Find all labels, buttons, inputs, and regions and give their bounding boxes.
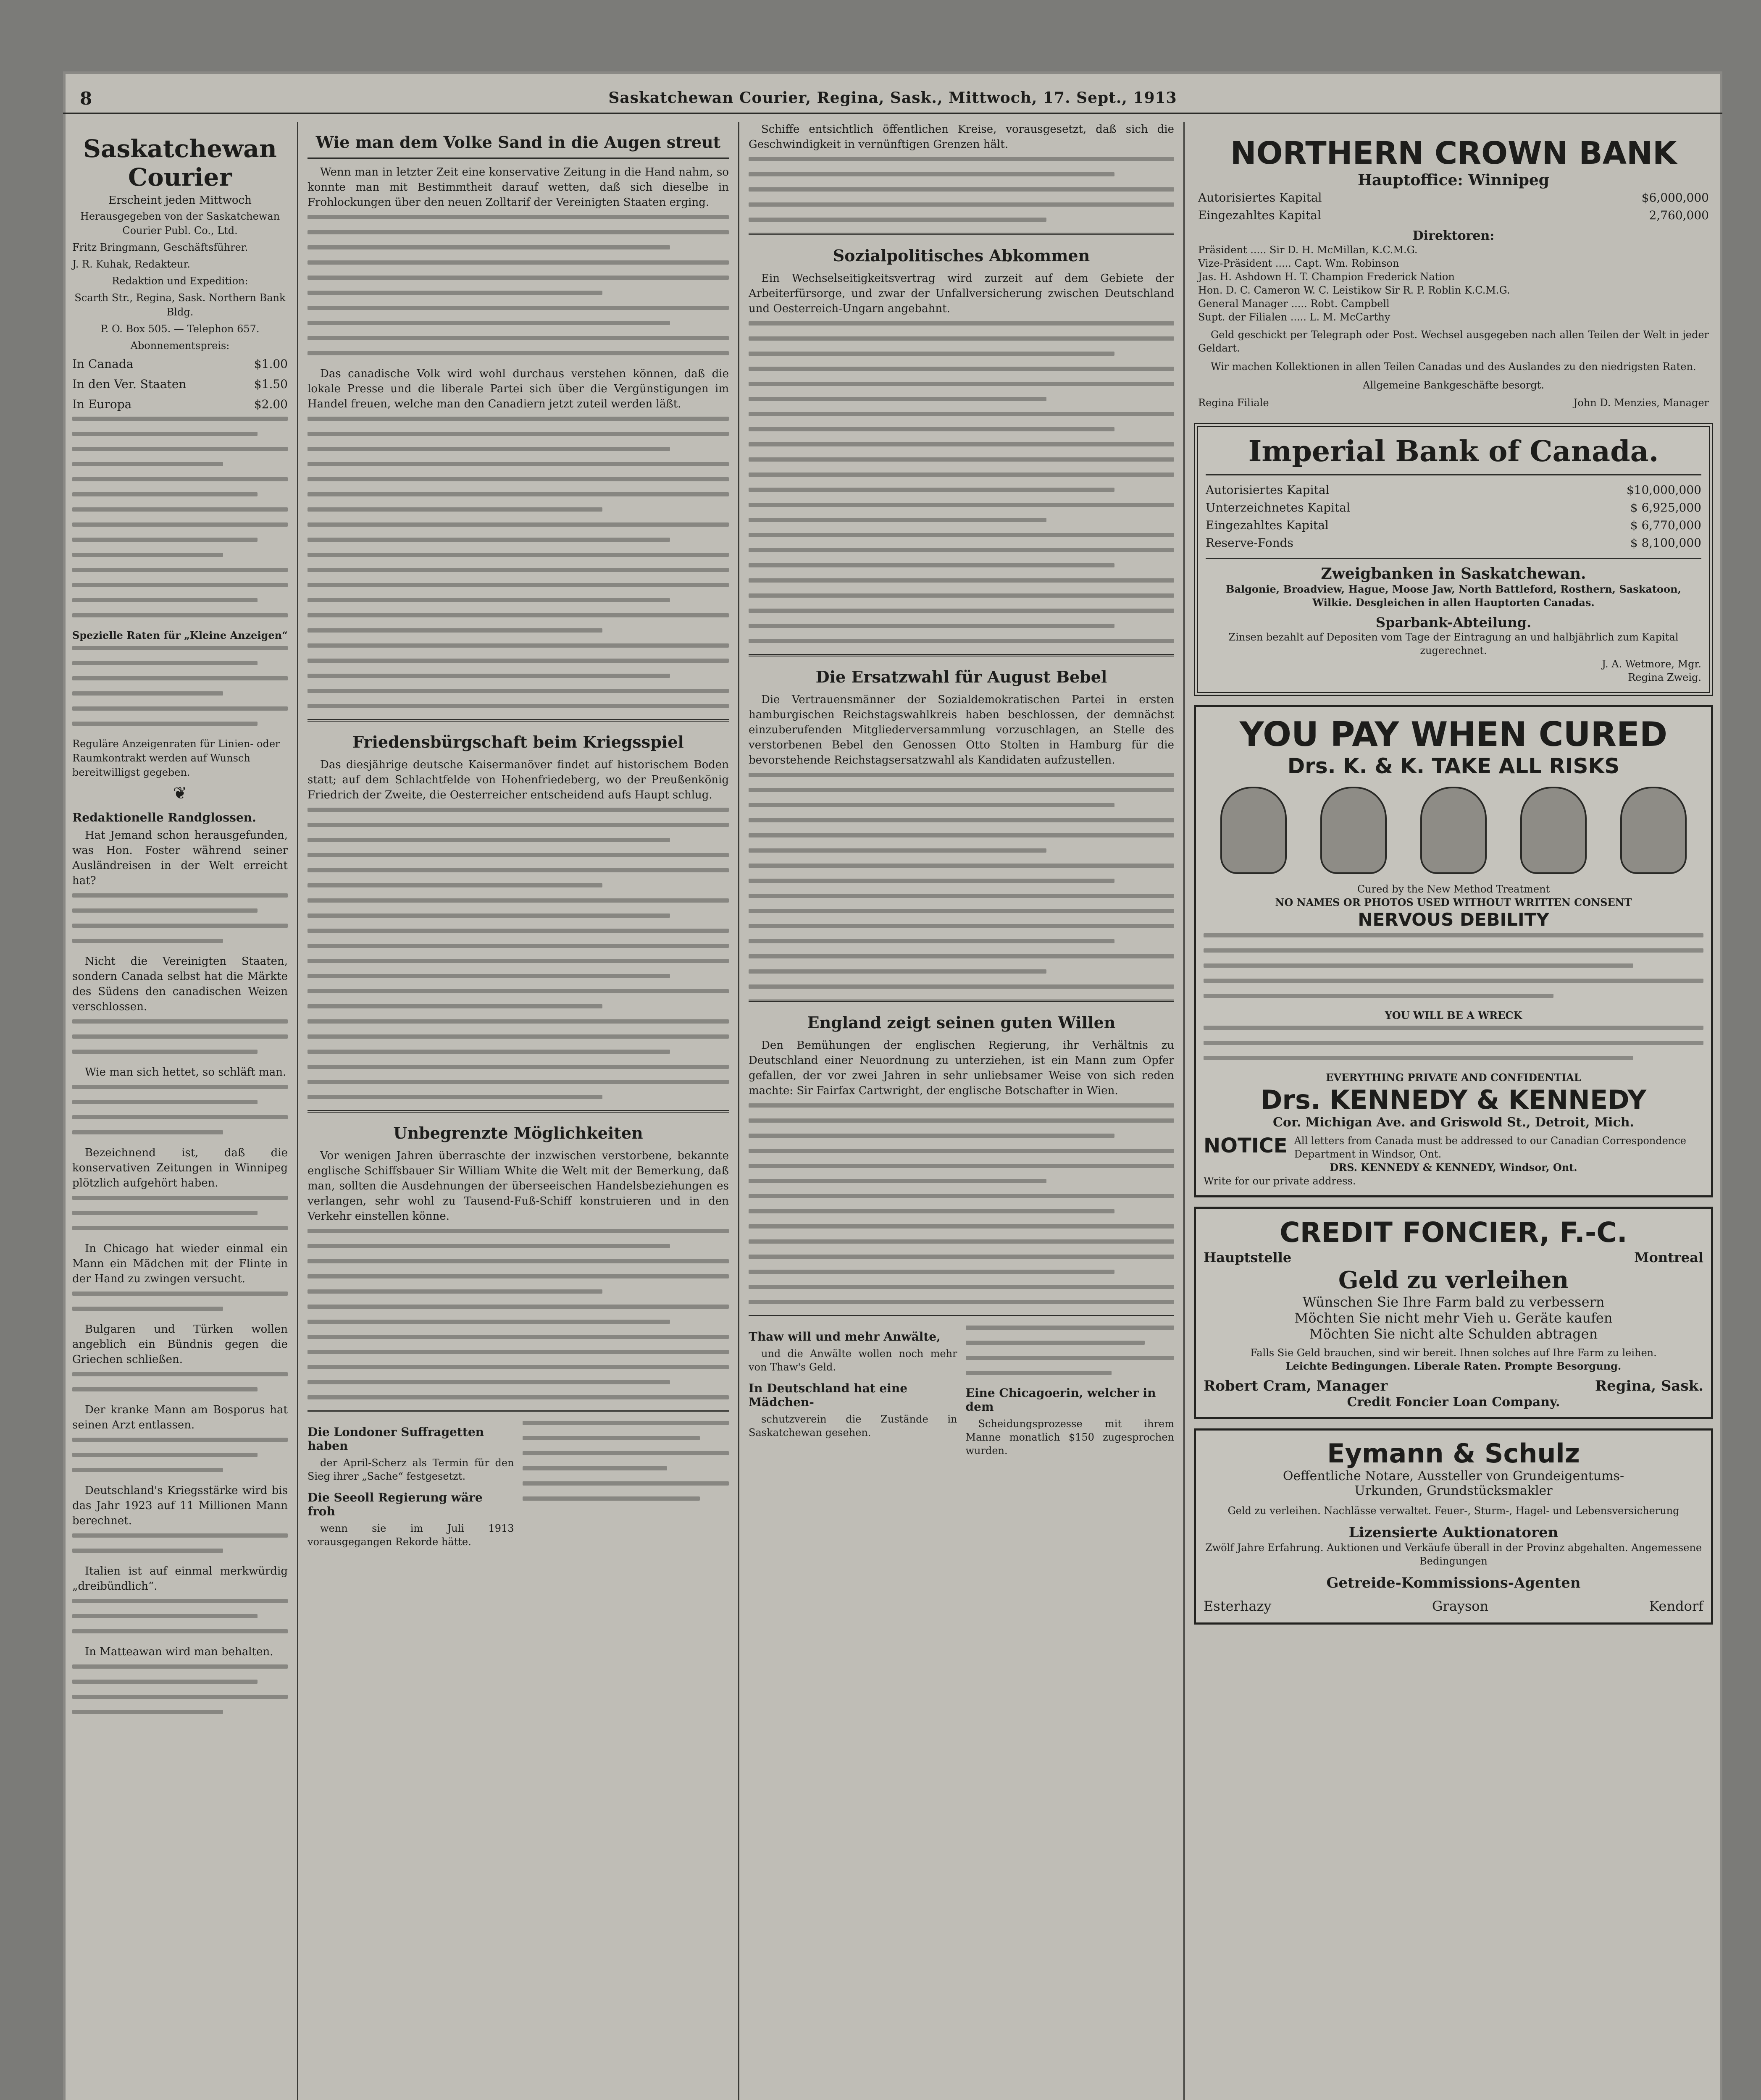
article-paragraph: Schiffe entsichtlich öffentlichen Kreise, vorausgesetzt, daß sich die Geschwindigkeit in vernünftigen Grenzen hält.: [749, 123, 1174, 151]
masthead-publisher: Herausgegeben von der Saskatchewan Courier Publ. Co., Ltd.: [80, 210, 280, 236]
brief-title: Thaw will und mehr Anwälte,: [749, 1330, 941, 1344]
subscription-row: In den Ver. Staaten $1.50: [72, 377, 288, 391]
office-address: Scarth Str., Regina, Sask. Northern Bank Bldg.: [74, 292, 286, 318]
kennedy-address: Cor. Michigan Ave. and Griswold St., Detroit, Mich.: [1273, 1115, 1634, 1130]
eymann-auction-text: Zwölf Jahre Erfahrung. Auktionen und Verkäufe überall in der Provinz abgehalten. Angemessene Bedingungen: [1205, 1542, 1702, 1567]
brief-title: Eine Chicagoerin, welcher in dem: [965, 1386, 1156, 1414]
northern-crown-bank-ad: [1194, 131, 1713, 414]
portrait: [1220, 787, 1287, 874]
bank-name: Imperial Bank of Canada.: [1248, 435, 1659, 468]
branch-manager: John D. Menzies, Manager: [1573, 397, 1709, 409]
branch-supt: Supt. der Filialen ..... L. M. McCarthy: [1198, 311, 1390, 323]
article-lead: Vor wenigen Jahren überraschte der inzwischen verstorbene, bekannte englische Schiffsbauer Sir William White die Welt mit der Bemerkung, daß man, sollten die Ausdehnungen der überseeischen Handelsbeziehungen es verlangen, sehr wohl zu Tausend-Fuß-Schiff konstruieren und in den Verkehr einstellen könne.: [308, 1150, 729, 1223]
text-block: [72, 646, 288, 726]
article-lead: Das diesjährige deutsche Kaisermanöver findet auf historischem Boden statt; auf dem Schlachtfelde von Hohenfriedeberg, wo der Preußenkönig Friedrich der Zweite, die Oesterreicher entscheidend aufs Haupt schlug.: [308, 759, 729, 801]
credit-slogan: Geld zu verleihen: [1338, 1266, 1569, 1294]
consent-banner: NO NAMES OR PHOTOS USED WITHOUT WRITTEN CONSENT: [1275, 896, 1632, 908]
gloss-item: Der kranke Mann am Bosporus hat seinen Arzt entlassen.: [72, 1404, 288, 1431]
brief-text: der April-Scherz als Termin für den Sieg ihrer „Sache“ festgesetzt.: [308, 1457, 514, 1482]
text-block: [749, 321, 1174, 643]
brief-text: Scheidungsprozesse mit ihrem Manne monatlich $150 zugesprochen wurden.: [965, 1418, 1174, 1457]
headline: Die Ersatzwahl für August Bebel: [815, 667, 1107, 686]
credit-hq-label: Hauptstelle: [1204, 1250, 1292, 1265]
credit-foncier-ad: [1194, 1207, 1713, 1419]
subscription-row: In Europa $2.00: [72, 397, 288, 411]
headline: England zeigt seinen guten Willen: [807, 1013, 1116, 1032]
branches-title: Zweigbanken in Saskatchewan.: [1321, 565, 1586, 583]
gloss-item: Bulgaren und Türken wollen angeblich ein Bündnis gegen die Griechen schließen.: [72, 1323, 288, 1366]
eymann-services: Geld zu verleihen. Nachlässe verwaltet. Feuer-, Sturm-, Hagel- und Lebensversicherung: [1227, 1505, 1680, 1517]
imperial-manager: J. A. Wetmore, Mgr.: [1602, 658, 1701, 670]
article-lead: Die Vertrauensmänner der Sozialdemokratischen Partei in ersten hamburgischen Reichstagswahlkreis haben beschlossen, der demnächst einzuberufenden Mitgliederversammlung vorzuschlagen, an Stelle des verstorbenen Bebel den Genossen Otto Stolten in Hamburg für die bevorstehende Reichstagsersatzwahl als Kandidaten aufzustellen.: [749, 693, 1174, 766]
text-block: [308, 215, 729, 355]
bank-text: Allgemeine Bankgeschäfte besorgt.: [1362, 379, 1544, 391]
gloss-item: Nicht die Vereinigten Staaten, sondern Canada selbst hat die Märkte des Südens den canadischen Weizen verschlossen.: [72, 955, 288, 1013]
bank-name: NORTHERN CROWN BANK: [1230, 135, 1677, 171]
brief-text: wenn sie im Juli 1913 vorausgegangen Rekorde hätte.: [308, 1522, 514, 1548]
kennedy-sign: DRS. KENNEDY & KENNEDY, Windsor, Ont.: [1330, 1161, 1577, 1173]
rates-footer: Reguläre Anzeigenraten für Linien- oder Raumkontrakt werden auf Wunsch bereitwilligst gegeben.: [72, 738, 280, 778]
directors-label: Direktoren:: [1412, 228, 1495, 243]
kennedy-subheadline: Drs. K. & K. TAKE ALL RISKS: [1287, 754, 1620, 778]
vice-president: Vize-Präsident ..... Capt. Wm. Robinson: [1198, 257, 1399, 269]
savings-title: Sparbank-Abteilung.: [1375, 614, 1532, 630]
page-number: 8: [80, 88, 92, 109]
bank-head-office: Hauptoffice: Winnipeg: [1358, 171, 1549, 189]
ornament-divider: ❦: [173, 784, 187, 803]
gloss-item: In Chicago hat wieder einmal ein Mann ein Mädchen mit der Flinte in der Hand zu zwingen versucht.: [72, 1242, 288, 1285]
masthead-title: Saskatchewan Courier: [83, 134, 277, 192]
credit-terms: Leichte Bedingungen. Liberale Raten. Prompte Besorgung.: [1285, 1360, 1622, 1372]
imperial-branch: Regina Zweig.: [1628, 672, 1701, 683]
imperial-bank-ad: [1194, 423, 1713, 696]
dateline: Saskatchewan Courier, Regina, Sask., Mittwoch, 17. Sept., 1913: [608, 89, 1177, 107]
notice-label: NOTICE: [1204, 1134, 1288, 1158]
brief-title: Die Seeoll Regierung wäre froh: [308, 1491, 483, 1518]
capital-row: Eingezahltes Kapital $ 6,770,000: [1206, 518, 1701, 532]
text-block: [749, 1103, 1174, 1304]
brief-title: Die Londoner Suffragetten haben: [308, 1425, 484, 1453]
office-phone: P. O. Box 505. — Telephon 657.: [100, 323, 260, 335]
capital-row: Reserve-Fonds $ 8,100,000: [1206, 536, 1701, 550]
capital-row: Eingezahltes Kapital 2,760,000: [1198, 208, 1709, 222]
column-2: [298, 122, 739, 2100]
gloss-item: In Matteawan wird man behalten.: [85, 1646, 273, 1658]
credit-line: Möchten Sie nicht alte Schulden abtragen: [1309, 1326, 1598, 1342]
credit-city: Regina, Sask.: [1595, 1378, 1703, 1394]
directors-line: Hon. D. C. Cameron W. C. Leistikow Sir R. P. Roblin K.C.M.G.: [1198, 284, 1510, 296]
credit-line: Möchten Sie nicht mehr Vieh u. Geräte kaufen: [1294, 1310, 1613, 1326]
kennedy-warning: YOU WILL BE A WRECK: [1385, 1009, 1522, 1021]
general-manager: General Manager ..... Robt. Campbell: [1198, 298, 1390, 310]
kennedy-private: EVERYTHING PRIVATE AND CONFIDENTIAL: [1326, 1071, 1581, 1084]
text-block: [72, 417, 288, 617]
bank-text: Wir machen Kollektionen in allen Teilen Canadas und des Auslandes zu den niedrigsten Raten.: [1211, 361, 1696, 373]
kennedy-footer: Write for our private address.: [1204, 1175, 1356, 1187]
credit-company: Credit Foncier Loan Company.: [1347, 1395, 1560, 1410]
portrait: [1420, 787, 1487, 874]
gloss-item: Bezeichnend ist, daß die konservativen Zeitungen in Winnipeg plötzlich aufgehört haben.: [72, 1147, 288, 1189]
eymann-town: Kendorf: [1649, 1598, 1703, 1614]
brief-text: schutzverein die Zustände in Saskatchewan gesehen.: [749, 1413, 957, 1438]
section-title: Redaktionelle Randglossen.: [72, 811, 256, 824]
eymann-town: Esterhazy: [1204, 1598, 1272, 1614]
credit-line: Wünschen Sie Ihre Farm bald zu verbessern: [1302, 1294, 1605, 1310]
branch-name: Regina Filiale: [1198, 397, 1269, 409]
portrait: [1620, 787, 1687, 874]
article-lead: Wenn man in letzter Zeit eine konservative Zeitung in die Hand nahm, so konnte man mit Bestimmtheit darauf wetten, daß sich dieselbe in Frohlockungen über den neuen Zolltarif der Vereinigten Staaten erging.: [308, 166, 729, 209]
text-block: [308, 808, 729, 1099]
page-header: [63, 83, 1722, 114]
kennedy-headline: YOU PAY WHEN CURED: [1239, 715, 1668, 754]
eymann-auction: Lizensierte Auktionatoren: [1348, 1524, 1559, 1541]
subscription-label: Abonnementspreis:: [130, 340, 230, 352]
brief-text: und die Anwälte wollen noch mehr von Thaw's Geld.: [749, 1348, 957, 1373]
eymann-sub: Urkunden, Grundstücksmakler: [1354, 1483, 1553, 1498]
eymann-grain: Getreide-Kommissions-Agenten: [1326, 1575, 1581, 1591]
text-block: [308, 417, 729, 708]
masthead-subtitle: Erscheint jeden Mittwoch: [108, 194, 252, 207]
notice-text: All letters from Canada must be addressed to our Canadian Correspondence Department in Windsor, Ont.: [1294, 1135, 1686, 1160]
brief-title: In Deutschland hat eine Mädchen-: [749, 1381, 908, 1409]
capital-row: Autorisiertes Kapital $6,000,000: [1198, 191, 1709, 205]
portrait-row: [1204, 787, 1703, 874]
column-1: [63, 122, 298, 2100]
gloss-item: Hat Jemand schon herausgefunden, was Hon. Foster während seiner Ausländreisen in der Welt erreicht hat?: [72, 829, 288, 887]
office-label: Redaktion und Expedition:: [112, 275, 248, 287]
president: Präsident ..... Sir D. H. McMillan, K.C.M.G.: [1198, 244, 1418, 256]
credit-cta: Falls Sie Geld brauchen, sind wir bereit. Ihnen solches auf Ihre Farm zu leihen.: [1250, 1347, 1657, 1359]
newspaper-page: [63, 71, 1722, 2100]
eymann-sub: Oeffentliche Notare, Aussteller von Grundeigentums-: [1283, 1469, 1624, 1483]
headline: Unbegrenzte Möglichkeiten: [393, 1124, 643, 1142]
masthead-editor: J. R. Kuhak, Redakteur.: [72, 258, 191, 270]
credit-name: CREDIT FONCIER, F.-C.: [1280, 1216, 1627, 1249]
gloss-item: Wie man sich hettet, so schläft man.: [85, 1066, 286, 1079]
text-block: [308, 1229, 729, 1399]
bank-text: Geld geschickt per Telegraph oder Post. Wechsel ausgegeben nach allen Teilen der Welt in jeder Geldart.: [1198, 329, 1709, 354]
text-block: [749, 157, 1174, 222]
credit-hq-city: Montreal: [1634, 1250, 1703, 1265]
kennedy-ad: [1194, 705, 1713, 1197]
column-3: [739, 122, 1185, 2100]
kennedy-title: NERVOUS DEBILITY: [1358, 909, 1549, 930]
gloss-item: Deutschland's Kriegsstärke wird bis das Jahr 1923 auf 11 Millionen Mann berechnet.: [72, 1484, 288, 1527]
directors-line: Jas. H. Ashdown H. T. Champion Frederick Nation: [1198, 271, 1455, 283]
headline: Friedensbürgschaft beim Kriegsspiel: [352, 732, 684, 751]
branches-list: Balgonie, Broadview, Hague, Moose Jaw, North Battleford, Rosthern, Saskatoon, Wilkie. Desgleichen in allen Hauptorten Canadas.: [1226, 583, 1681, 609]
eymann-town: Grayson: [1432, 1598, 1489, 1614]
eymann-schulz-ad: [1194, 1428, 1713, 1625]
gloss-item: Italien ist auf einmal merkwürdig „dreibündlich“.: [72, 1565, 288, 1593]
headline: Wie man dem Volke Sand in die Augen streut: [315, 133, 721, 152]
text-block: [749, 773, 1174, 989]
article-lead: Den Bemühungen der englischen Regierung, ihr Verhältnis zu Deutschland einer Neuordnung zu unterziehen, ist ein Mann zum Opfer gefallen, der vor zwei Jahren in sehr unliebsamer Weise von sich reden machte: Sir Fairfax Cartwright, der englische Botschafter in Wien.: [749, 1039, 1174, 1097]
column-4-ads: [1185, 122, 1722, 2100]
capital-row: Unterzeichnetes Kapital $ 6,925,000: [1206, 501, 1701, 514]
portrait: [1320, 787, 1387, 874]
portrait: [1520, 787, 1587, 874]
subscription-row: In Canada $1.00: [72, 357, 288, 371]
article-lead: Ein Wechselseitigkeitsvertrag wird zurzeit auf dem Gebiete der Arbeiterfürsorge, und zwar der Unfallversicherung zwischen Deutschland und Oesterreich-Ungarn angebahnt.: [749, 272, 1174, 315]
capital-row: Autorisiertes Kapital $10,000,000: [1206, 483, 1701, 497]
eymann-name: Eymann & Schulz: [1327, 1438, 1580, 1469]
credit-manager: Robert Cram, Manager: [1204, 1378, 1388, 1394]
headline: Sozialpolitisches Abkommen: [833, 246, 1090, 265]
kennedy-firm: Drs. KENNEDY & KENNEDY: [1260, 1084, 1647, 1115]
article-paragraph: Das canadische Volk wird wohl durchaus verstehen können, daß die lokale Presse und die liberale Partei sich über die Vergünstigungen im Handel freuen, welche man den Canadiern jetzt zuteil werden läßt.: [308, 368, 729, 410]
portrait-caption: Cured by the New Method Treatment: [1357, 883, 1550, 895]
savings-text: Zinsen bezahlt auf Depositen vom Tage der Eintragung an und halbjährlich zum Kapital zugerechnet.: [1228, 631, 1679, 656]
masthead-manager: Fritz Bringmann, Geschäftsführer.: [72, 242, 248, 253]
rates-label: Spezielle Raten für „Kleine Anzeigen“: [72, 629, 288, 641]
